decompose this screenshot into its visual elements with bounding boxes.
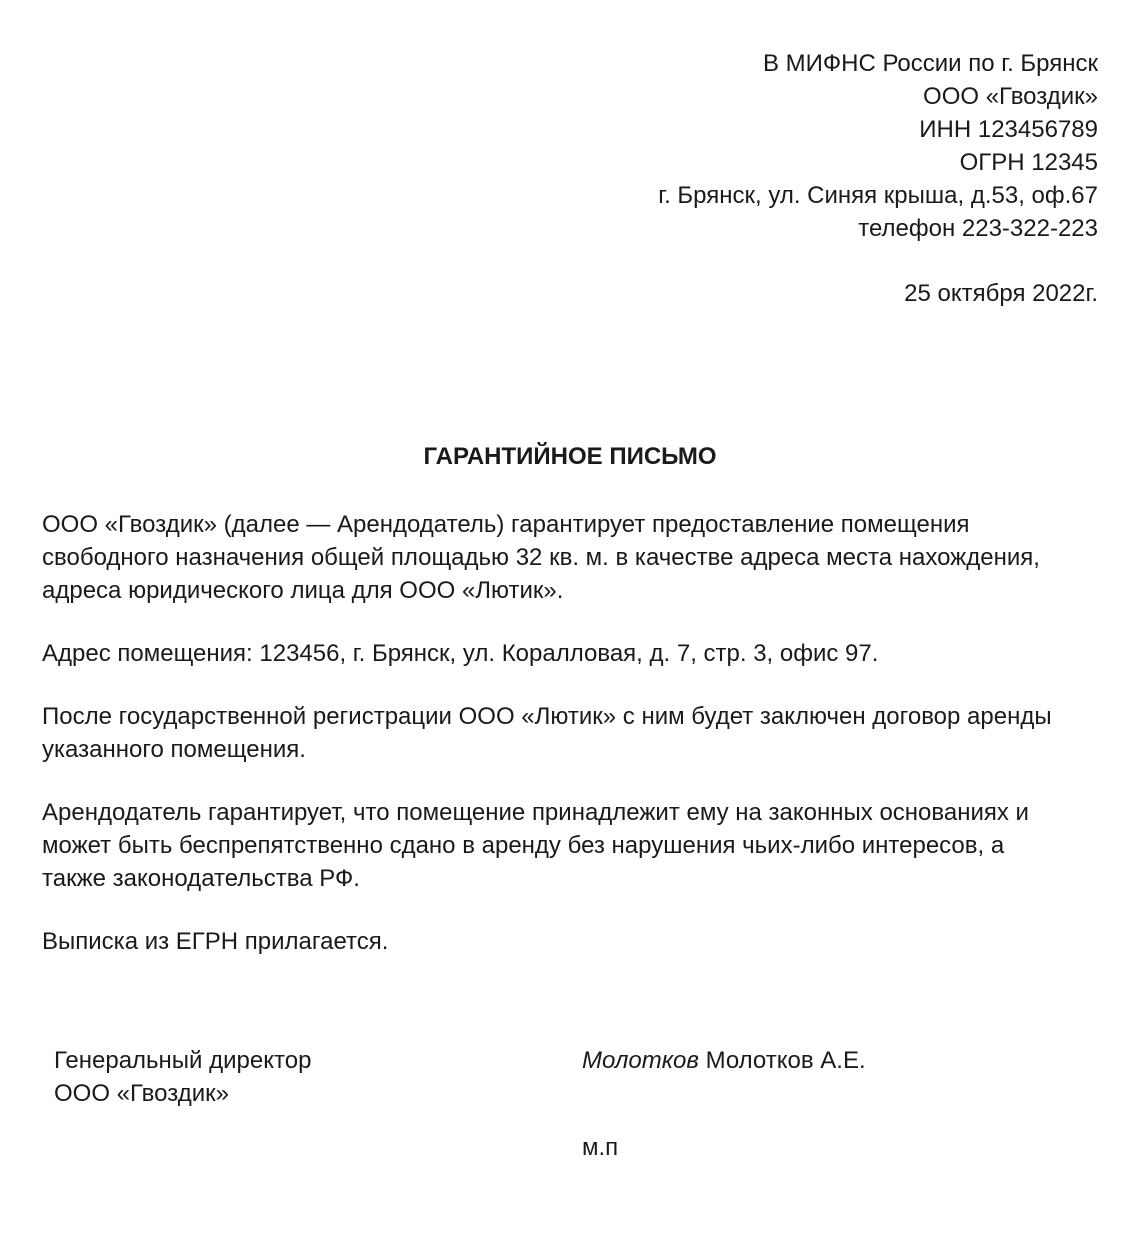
signatory-block — [54, 1044, 311, 1110]
text-line: может быть беспрепятственно сдано в аренду без нарушения чьих-либо интересов, а — [42, 832, 1005, 859]
paragraph-guarantee — [42, 508, 1102, 607]
letter-header — [658, 47, 1098, 245]
paragraph-registration — [42, 700, 1102, 766]
letter-date: 25 октября 2022г. — [904, 280, 1098, 307]
text-line: также законодательства РФ. — [42, 865, 360, 892]
paragraph-address — [42, 637, 1102, 670]
paragraph-attachment — [42, 925, 1102, 958]
sender-phone: телефон 223-322-223 — [858, 215, 1098, 242]
recipient-line: В МИФНС России по г. Брянск — [762, 50, 1098, 77]
paragraph-ownership — [42, 796, 1102, 895]
text-line: После государственной регистрации ООО «Лютик» с ним будет заключен договор аренды — [42, 703, 1052, 730]
signatory-position: Генеральный директор — [54, 1047, 312, 1074]
stamp-placeholder: м.п — [582, 1134, 619, 1161]
letter-title: ГАРАНТИЙНОЕ ПИСЬМО — [423, 443, 717, 470]
text-line: ООО «Гвоздик» (далее — Арендодатель) гарантирует предоставление помещения — [42, 511, 970, 538]
handwritten-signature: Молотков — [582, 1047, 699, 1074]
text-line: свободного назначения общей площадью 32 кв. м. в качестве адреса места нахождения, — [42, 544, 1040, 571]
sender-inn: ИНН 123456789 — [919, 116, 1098, 143]
text-line: Арендодатель гарантирует, что помещение принадлежит ему на законных основаниях и — [42, 799, 1029, 826]
signatory-name: Молотков А.Е. — [705, 1047, 866, 1074]
signatory-company: ООО «Гвоздик» — [54, 1080, 229, 1107]
text-line: указанного помещения. — [42, 736, 306, 763]
sender-ogrn: ОГРН 12345 — [959, 149, 1098, 176]
sender-address: г. Брянск, ул. Синяя крыша, д.53, оф.67 — [658, 182, 1098, 209]
letter-body — [42, 508, 1102, 988]
text-line: Выписка из ЕГРН прилагается. — [42, 928, 389, 955]
sender-company: ООО «Гвоздик» — [923, 83, 1098, 110]
text-line: Адрес помещения: 123456, г. Брянск, ул. Коралловая, д. 7, стр. 3, офис 97. — [42, 640, 879, 667]
signature-block — [582, 1044, 866, 1077]
text-line: адреса юридического лица для ООО «Лютик». — [42, 577, 564, 604]
